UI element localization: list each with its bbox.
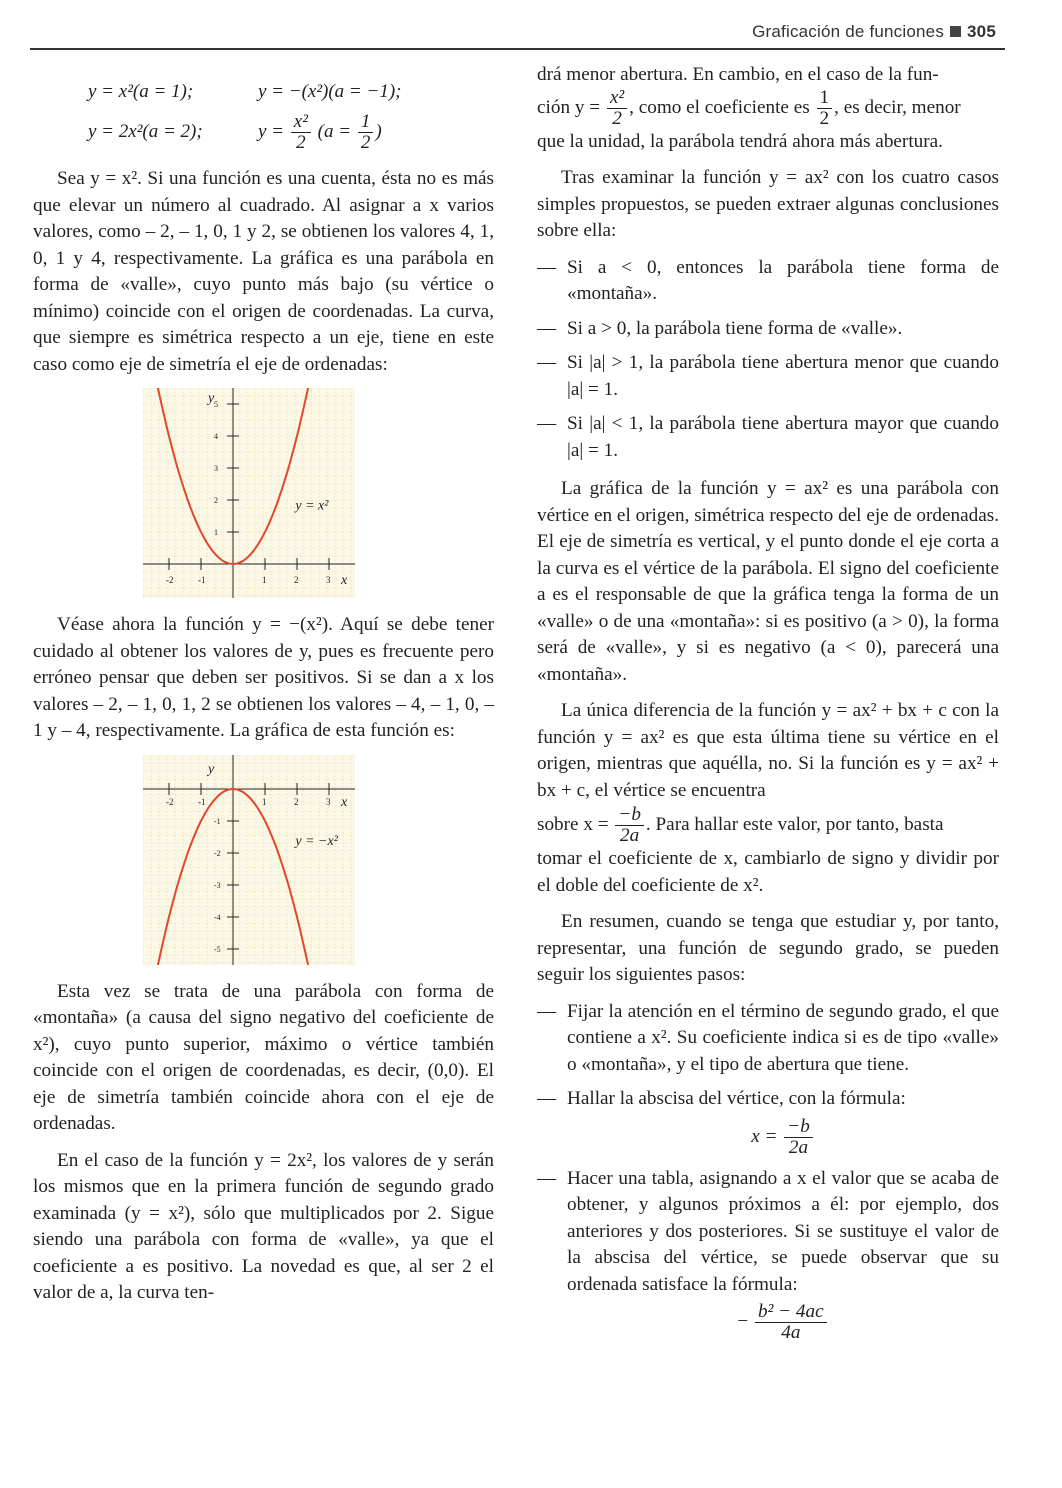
x-tick-label: -1 bbox=[198, 796, 206, 807]
y-tick-label: -4 bbox=[214, 912, 221, 922]
paragraph-resumen: En resumen, cuando se tenga que estudiar y, por tanto, representar, una función de segundo grado, se pueden seguir los siguientes pasos: bbox=[537, 911, 999, 985]
right-column bbox=[537, 62, 999, 1355]
paragraph-abertura-line2: ción y = $\frac{\text{x²}}{2}$ , como el coeficiente es $\frac{1}{2}$ , es decir, menor bbox=[537, 87, 961, 129]
paragraph-2x2: En el caso de la función y = 2x², los valores de y serán los mismos que en la primera función de segundo grado examinada (y = x²), sólo que multiplicados por 2. Sigue siendo una parábola con forma de «valle», ya que el coeficiente a es positivo. La novedad es que, al ser 2 el valor de a, la curva ten- bbox=[33, 1149, 494, 1303]
section-title: Graficación de funciones bbox=[752, 22, 945, 41]
graph-valley-svg bbox=[143, 388, 355, 598]
y-axis-label: y bbox=[208, 391, 215, 406]
x-tick-label: 1 bbox=[262, 796, 267, 807]
graph-mountain-svg bbox=[143, 755, 355, 965]
left-column bbox=[33, 62, 494, 1317]
running-header bbox=[752, 22, 996, 42]
x-tick-label: 2 bbox=[294, 575, 299, 585]
formula-a2: y = 2x²(a = 2); bbox=[88, 120, 203, 142]
list-item: — Si a > 0, la parábola tiene forma de «valle». bbox=[537, 316, 999, 343]
list-item: — Hacer una tabla, asignando a x el valor que se acaba de obtener, y algunos próximos a él: por ejemplo, dos anteriores y dos posteriores. Si se sustituye el valor de la abscisa del vértice, se puede observar que su ordenada satisface la fórmula: − $\frac{\text{b² − 4ac}}{4a}$ bbox=[537, 1166, 999, 1344]
ordinate-formula: − $\frac{\text{b² − 4ac}}{4a}$ bbox=[567, 1302, 999, 1343]
list-item: — Si a < 0, entonces la parábola tiene forma de «montaña». bbox=[537, 255, 999, 308]
x-tick-label: -1 bbox=[198, 575, 206, 585]
graph-valley bbox=[143, 388, 355, 598]
paragraph-abertura-line1: drá menor abertura. En cambio, en el caso de la fun- bbox=[537, 64, 939, 85]
vertex-formula: x = $\frac{-b}{2a}$ bbox=[567, 1117, 999, 1158]
conclusions-list bbox=[537, 255, 999, 465]
paragraph-montana: Esta vez se trata de una parábola con forma de «montaña» (a causa del signo negativo del coeficiente de x²), cuyo punto superior, máximo o vértice también coincide con el origen de coordenadas, es decir, (0,0). El eje de simetría también coincide ahora con el eje de ordenadas. bbox=[33, 980, 494, 1134]
page-number: 305 bbox=[967, 22, 996, 41]
y-tick-label: -1 bbox=[214, 816, 221, 826]
paragraph-sea: Sea y = x². Si una función es una cuenta, ésta no es más que elevar un número al cuadrado. Al asignar a x varios valores, como – 2, – 1, 0, 1 y 2, se obtienen los valores 4, 1, 0, 1 y 4, respectivamente. La gráfica es una parábola en forma de «valle», cuyo punto más bajo (su vértice o mínimo) coincide con el origen de coordenadas. La curva, que siempre es simétrica respecto a un eje, tiene en este caso como eje de simetría el eje de ordenadas: bbox=[33, 168, 494, 375]
y-axis-label: y bbox=[208, 761, 215, 777]
x-tick-label: -2 bbox=[166, 796, 174, 807]
formula-a1: y = x²(a = 1); bbox=[88, 80, 194, 102]
formula-a-neg1: y = −(x²)(a = −1); bbox=[258, 80, 402, 102]
y-tick-label: 3 bbox=[214, 464, 218, 473]
y-tick-label: 1 bbox=[214, 528, 218, 537]
x-tick-label: 3 bbox=[326, 575, 331, 585]
paragraph-diferencia-formula: sobre x = $\frac{-b}{2a}$ . Para hallar este valor, por tanto, basta bbox=[537, 803, 944, 846]
steps-list bbox=[537, 999, 999, 1344]
example-formulas bbox=[88, 72, 494, 152]
header-rule bbox=[30, 48, 1005, 50]
graph-mountain bbox=[143, 755, 355, 965]
paragraph-diferencia: La única diferencia de la función y = ax² + bx + c con la función y = ax² es que esta última tiene su vértice en el origen, mientras que aquélla, no. Si la función es y = ax² + bx + c, el vértice se encuentra bbox=[537, 700, 999, 801]
paragraph-abertura-line3: que la unidad, la parábola tendrá ahora más abertura. bbox=[537, 130, 943, 152]
y-tick-label: 2 bbox=[214, 496, 218, 505]
list-item: — Si |a| < 1, la parábola tiene abertura mayor que cuando |a| = 1. bbox=[537, 411, 999, 464]
list-item: — Si |a| > 1, la parábola tiene abertura menor que cuando |a| = 1. bbox=[537, 350, 999, 403]
paragraph-grafica: La gráfica de la función y = ax² es una parábola con vértice en el origen, simétrica respecto del eje de ordenadas. El eje de simetría es vertical, y el punto donde el eje corta a la curva es el vértice de la parábola. El signo del coeficiente a es el responsable de que la gráfica tenga la forma de un «valle» o de una «montaña»: si es positivo (a > 0), la forma será de «valle», y si es negativo (a < 0), parecerá una «montaña». bbox=[537, 478, 999, 685]
paragraph-tras: Tras examinar la función y = ax² con los cuatro casos simples propuestos, se pueden extraer algunas conclusiones sobre ella: bbox=[537, 167, 999, 241]
curve-label: y = x² bbox=[295, 498, 329, 514]
x-tick-label: 1 bbox=[262, 575, 267, 585]
formula-a-half: y = $\frac{\text{x²}}{2}$ (a = $\frac{1}{2}$ ) bbox=[258, 110, 382, 153]
paragraph-diferencia-end: tomar el coeficiente de x, cambiarlo de signo y dividir por el doble del coeficiente de x². bbox=[537, 848, 999, 896]
y-tick-label: -2 bbox=[214, 848, 221, 858]
list-item: — Fijar la atención en el término de segundo grado, el que contiene a x². Su coeficiente indica si es de tipo «valle» o «montaña», y el tipo de abertura que tiene. bbox=[537, 999, 999, 1079]
list-item: — Hallar la abscisa del vértice, con la fórmula: x = $\frac{-b}{2a}$ bbox=[537, 1086, 999, 1158]
x-tick-label: 3 bbox=[326, 796, 331, 807]
x-tick-label: 2 bbox=[294, 796, 299, 807]
curve-label: y = −x² bbox=[295, 833, 338, 849]
y-tick-label: 4 bbox=[214, 432, 218, 441]
x-axis-label: x bbox=[341, 573, 348, 588]
y-tick-label: -5 bbox=[214, 944, 221, 954]
x-axis-label: x bbox=[341, 794, 348, 810]
y-tick-label: 5 bbox=[214, 400, 218, 409]
y-tick-label: -3 bbox=[214, 880, 221, 890]
paragraph-vease: Véase ahora la función y = −(x²). Aquí se debe tener cuidado al obtener los valores de y, pues es frecuente pero erróneo pensar que deben ser positivos. Si se dan a x los valores – 2, – 1, 0, 1, 2 se obtienen los valores – 4, – 1, 0, – 1 y – 4, respectivamente. La gráfica de esta función es: bbox=[33, 614, 494, 741]
square-bullet-icon bbox=[950, 26, 961, 37]
x-tick-label: -2 bbox=[166, 575, 174, 585]
